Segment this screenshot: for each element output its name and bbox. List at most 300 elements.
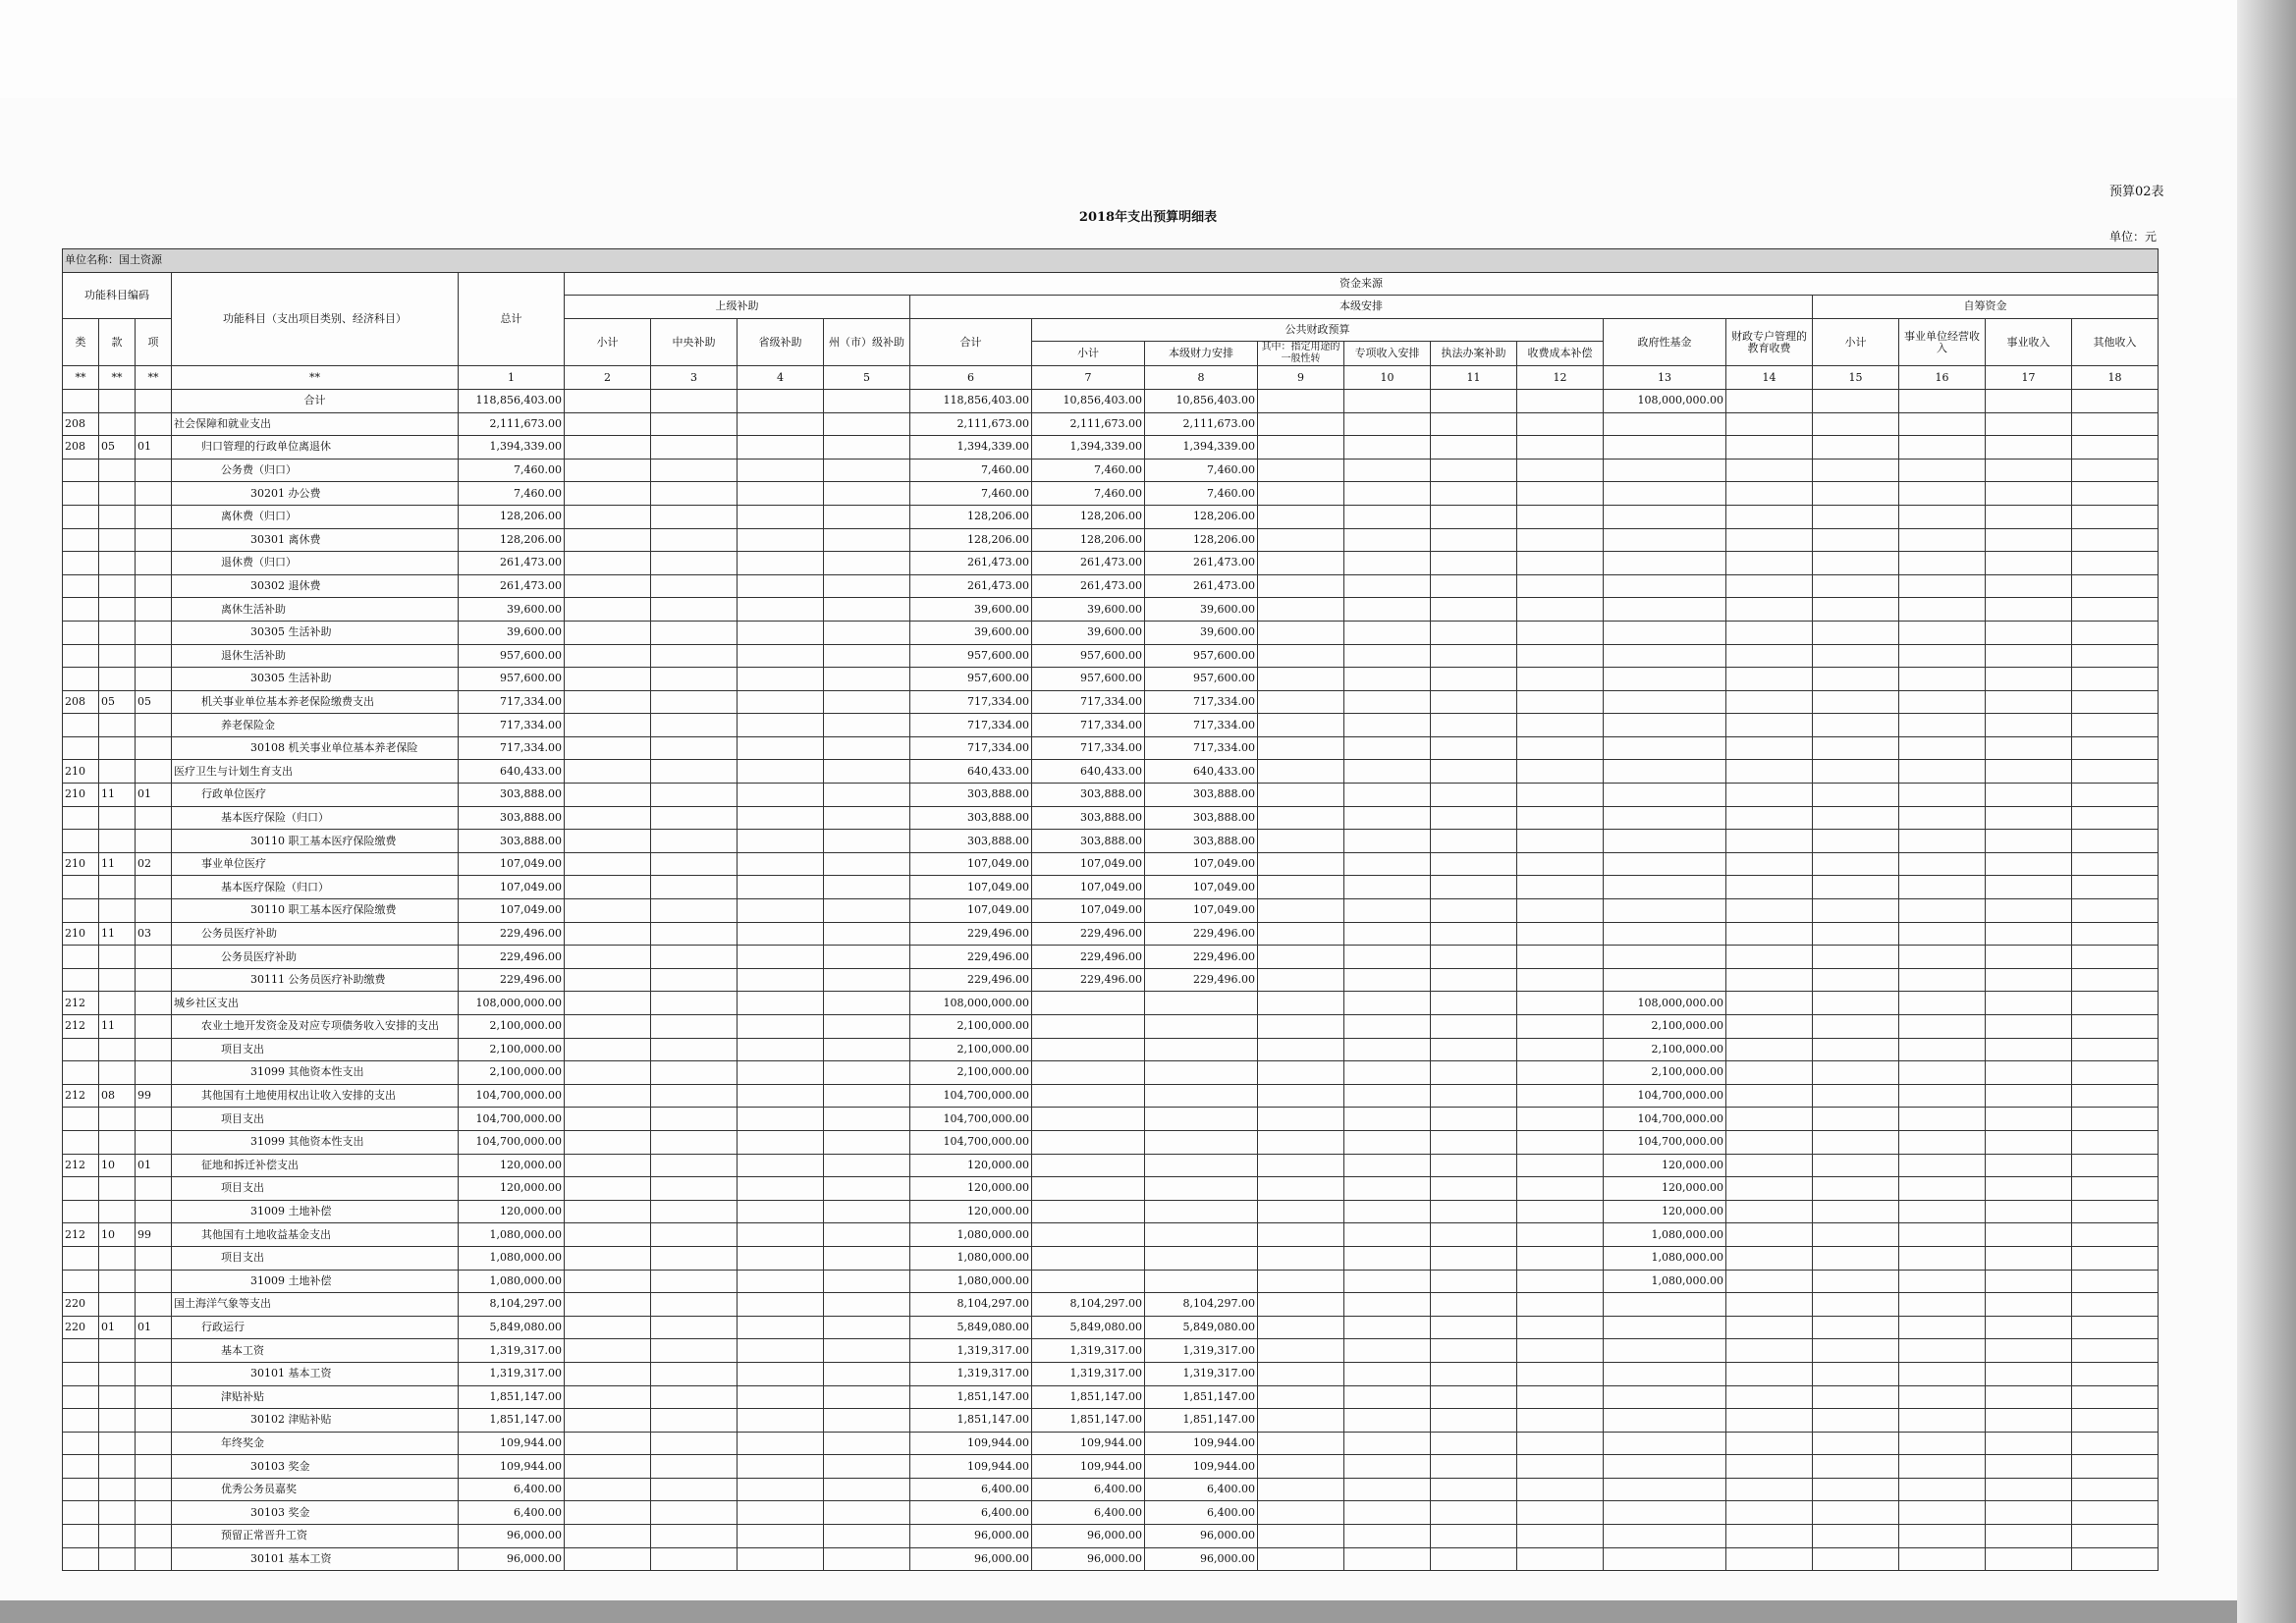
empty-cell: [1344, 1061, 1431, 1085]
empty-cell: [1258, 830, 1344, 853]
column-number-cell: 1: [459, 366, 565, 390]
local-total-cell: 1,394,339.00: [910, 436, 1032, 460]
superior-cell: [651, 1084, 738, 1108]
gov-fund-cell: [1604, 876, 1726, 899]
local-total-cell: 1,851,147.00: [910, 1385, 1032, 1409]
empty-cell: [1258, 1385, 1344, 1409]
table-row: [63, 1432, 2159, 1455]
empty-cell: [1986, 1547, 2072, 1571]
empty-cell: [1726, 1432, 1813, 1455]
empty-cell: [1258, 1362, 1344, 1385]
empty-cell: [1344, 806, 1431, 830]
kuan-cell: [99, 528, 136, 552]
kuan-cell: [99, 1409, 136, 1433]
gov-fund-cell: [1604, 598, 1726, 622]
pb-subtotal-header: 小计: [1032, 342, 1145, 366]
gov-fund-cell: [1604, 1409, 1726, 1433]
superior-cell: [651, 1501, 738, 1525]
empty-cell: [1517, 1525, 1604, 1548]
xiang-cell: 99: [136, 1084, 172, 1108]
total-cell: 128,206.00: [459, 528, 565, 552]
empty-cell: [1344, 876, 1431, 899]
superior-cell: [565, 806, 651, 830]
local-total-cell: 7,460.00: [910, 459, 1032, 482]
superior-cell: [565, 1409, 651, 1433]
empty-cell: [1726, 412, 1813, 436]
superior-cell: [824, 922, 910, 946]
local-total-cell: 39,600.00: [910, 598, 1032, 622]
superior-cell: [565, 621, 651, 644]
gov-fund-cell: [1604, 621, 1726, 644]
column-number-row: [63, 366, 2159, 390]
empty-cell: [1899, 668, 1986, 691]
empty-cell: [1899, 1409, 1986, 1433]
empty-cell: [1899, 1339, 1986, 1363]
empty-cell: [1899, 1108, 1986, 1131]
empty-cell: [1258, 784, 1344, 807]
empty-cell: [1986, 1385, 2072, 1409]
column-number-cell: 7: [1032, 366, 1145, 390]
kuan-cell: 08: [99, 1084, 136, 1108]
pb-subtotal-cell: 1,851,147.00: [1032, 1385, 1145, 1409]
kuan-cell: [99, 714, 136, 737]
empty-cell: [1813, 1177, 1899, 1201]
empty-cell: [1344, 1084, 1431, 1108]
empty-cell: [1258, 552, 1344, 575]
empty-cell: [1517, 736, 1604, 760]
empty-cell: [2072, 1432, 2159, 1455]
pb-local-cell: 717,334.00: [1145, 714, 1258, 737]
superior-cell: [651, 1154, 738, 1177]
xiang-cell: [136, 1385, 172, 1409]
pb-local-cell: 8,104,297.00: [1145, 1293, 1258, 1317]
total-cell: 1,319,317.00: [459, 1339, 565, 1363]
func-name-header: 功能科目（支出项目类别、经济科目）: [172, 272, 459, 366]
superior-cell: [824, 830, 910, 853]
empty-cell: [1986, 598, 2072, 622]
pb-local-cell: [1145, 1154, 1258, 1177]
column-number-cell: 8: [1145, 366, 1258, 390]
empty-cell: [1431, 1038, 1517, 1061]
empty-cell: [1258, 690, 1344, 714]
superior-cell: [565, 899, 651, 923]
table-row: [63, 482, 2159, 506]
empty-cell: [1344, 1154, 1431, 1177]
lei-cell: [63, 1501, 99, 1525]
superior-cell: [651, 1385, 738, 1409]
empty-cell: [1813, 690, 1899, 714]
empty-cell: [2072, 621, 2159, 644]
empty-cell: [1813, 1362, 1899, 1385]
pb-subtotal-cell: 96,000.00: [1032, 1525, 1145, 1548]
empty-cell: [1726, 1339, 1813, 1363]
gov-fund-cell: 1,080,000.00: [1604, 1246, 1726, 1270]
empty-cell: [1431, 784, 1517, 807]
empty-cell: [1899, 1478, 1986, 1501]
kuan-cell: [99, 574, 136, 598]
empty-cell: [1431, 899, 1517, 923]
total-cell: 107,049.00: [459, 852, 565, 876]
func-name-cell: 31009 土地补偿: [172, 1270, 459, 1293]
total-cell: 6,400.00: [459, 1478, 565, 1501]
pb-local-cell: 39,600.00: [1145, 598, 1258, 622]
superior-cell: [824, 1015, 910, 1039]
empty-cell: [1986, 1478, 2072, 1501]
empty-cell: [1431, 876, 1517, 899]
pb-local-cell: 303,888.00: [1145, 806, 1258, 830]
empty-cell: [2072, 505, 2159, 528]
pb-subtotal-cell: 109,944.00: [1032, 1432, 1145, 1455]
superior-cell: [738, 1316, 824, 1339]
xiang-cell: [136, 1293, 172, 1317]
superior-cell: [824, 1385, 910, 1409]
superior-cell: [824, 1455, 910, 1479]
gov-fund-cell: 120,000.00: [1604, 1200, 1726, 1223]
public-budget-header: 公共财政预算: [1032, 318, 1604, 342]
superior-cell: [651, 1270, 738, 1293]
empty-cell: [1813, 1038, 1899, 1061]
kuan-cell: 01: [99, 1316, 136, 1339]
empty-cell: [1517, 552, 1604, 575]
table-row: [63, 690, 2159, 714]
empty-cell: [1344, 992, 1431, 1015]
empty-cell: [2072, 899, 2159, 923]
empty-cell: [1517, 830, 1604, 853]
xiang-cell: 03: [136, 922, 172, 946]
superior-cell: [651, 714, 738, 737]
pb-local-cell: 1,319,317.00: [1145, 1362, 1258, 1385]
lei-cell: [63, 736, 99, 760]
empty-cell: [1986, 1130, 2072, 1154]
kuan-cell: [99, 389, 136, 412]
empty-cell: [1517, 1223, 1604, 1247]
empty-cell: [1517, 1108, 1604, 1131]
empty-cell: [2072, 690, 2159, 714]
empty-cell: [1813, 714, 1899, 737]
empty-cell: [1726, 1409, 1813, 1433]
empty-cell: [1899, 876, 1986, 899]
pb-subtotal-cell: 957,600.00: [1032, 668, 1145, 691]
empty-cell: [1258, 1409, 1344, 1433]
empty-cell: [1899, 736, 1986, 760]
empty-cell: [1726, 1362, 1813, 1385]
empty-cell: [1344, 736, 1431, 760]
superior-cell: [738, 968, 824, 992]
table-row: [63, 459, 2159, 482]
superior-cell: [565, 1223, 651, 1247]
org-row: [63, 249, 2159, 273]
empty-cell: [1726, 1061, 1813, 1085]
func-name-cell: 事业单位医疗: [172, 852, 459, 876]
empty-cell: [1517, 899, 1604, 923]
org-name: 单位名称：国土资源: [63, 249, 2159, 273]
pb-subtotal-cell: [1032, 1084, 1145, 1108]
empty-cell: [2072, 1015, 2159, 1039]
superior-cell: [738, 1409, 824, 1433]
superior-cell: [824, 1478, 910, 1501]
pb-subtotal-cell: 261,473.00: [1032, 552, 1145, 575]
superior-cell: [824, 1200, 910, 1223]
xiang-header: 项: [136, 318, 172, 366]
xiang-cell: [136, 621, 172, 644]
empty-cell: [1258, 899, 1344, 923]
superior-cell: [738, 922, 824, 946]
xiang-cell: [136, 482, 172, 506]
empty-cell: [1899, 1061, 1986, 1085]
local-total-cell: 2,100,000.00: [910, 1038, 1032, 1061]
empty-cell: [1899, 1177, 1986, 1201]
superior-header: 上级补助: [565, 296, 910, 319]
total-cell: 104,700,000.00: [459, 1108, 565, 1131]
table-row: [63, 1015, 2159, 1039]
superior-cell: [738, 1478, 824, 1501]
empty-cell: [1813, 946, 1899, 969]
local-total-cell: 957,600.00: [910, 668, 1032, 691]
empty-cell: [1986, 876, 2072, 899]
superior-cell: [738, 1154, 824, 1177]
star-cell: **: [63, 366, 99, 390]
empty-cell: [1258, 1501, 1344, 1525]
empty-cell: [1344, 1432, 1431, 1455]
local-total-cell: 303,888.00: [910, 784, 1032, 807]
empty-cell: [1813, 1547, 1899, 1571]
empty-cell: [1726, 1547, 1813, 1571]
table-row: [63, 806, 2159, 830]
pb-local-cell: 109,944.00: [1145, 1432, 1258, 1455]
local-total-cell: 120,000.00: [910, 1154, 1032, 1177]
empty-cell: [1344, 852, 1431, 876]
column-number-cell: 5: [824, 366, 910, 390]
empty-cell: [1813, 1525, 1899, 1548]
column-number-cell: 2: [565, 366, 651, 390]
empty-cell: [2072, 1525, 2159, 1548]
local-total-cell: 2,100,000.00: [910, 1015, 1032, 1039]
empty-cell: [1258, 598, 1344, 622]
gov-fund-cell: [1604, 668, 1726, 691]
superior-cell: [824, 668, 910, 691]
empty-cell: [1986, 436, 2072, 460]
empty-cell: [1726, 1525, 1813, 1548]
column-number-cell: 11: [1431, 366, 1517, 390]
empty-cell: [1899, 1501, 1986, 1525]
pb-subtotal-cell: 1,851,147.00: [1032, 1409, 1145, 1433]
local-total-cell: 6,400.00: [910, 1478, 1032, 1501]
empty-cell: [1813, 1316, 1899, 1339]
pb-subtotal-cell: 717,334.00: [1032, 736, 1145, 760]
superior-cell: [738, 412, 824, 436]
lei-cell: [63, 528, 99, 552]
empty-cell: [1517, 806, 1604, 830]
scan-top-band: [0, 0, 2296, 98]
empty-cell: [1986, 482, 2072, 506]
local-total-cell: 7,460.00: [910, 482, 1032, 506]
budget-table-body: [63, 389, 2159, 1570]
xiang-cell: [136, 668, 172, 691]
empty-cell: [1813, 1061, 1899, 1085]
lei-cell: [63, 621, 99, 644]
empty-cell: [1431, 946, 1517, 969]
superior-cell: [565, 876, 651, 899]
local-total-cell: 717,334.00: [910, 714, 1032, 737]
empty-cell: [1258, 1339, 1344, 1363]
pb-subtotal-cell: 717,334.00: [1032, 714, 1145, 737]
empty-cell: [1813, 1130, 1899, 1154]
superior-cell: [738, 598, 824, 622]
local-total-cell: 957,600.00: [910, 644, 1032, 668]
kuan-cell: [99, 806, 136, 830]
func-name-cell: 30103 奖金: [172, 1455, 459, 1479]
total-cell: 104,700,000.00: [459, 1130, 565, 1154]
total-cell: 96,000.00: [459, 1525, 565, 1548]
edu-fee-header: 财政专户管理的教育收费: [1726, 318, 1813, 366]
local-total-cell: 104,700,000.00: [910, 1084, 1032, 1108]
superior-cell: [738, 1432, 824, 1455]
empty-cell: [1344, 459, 1431, 482]
superior-cell: [651, 412, 738, 436]
empty-cell: [1344, 412, 1431, 436]
empty-cell: [1726, 598, 1813, 622]
local-total-cell: 717,334.00: [910, 736, 1032, 760]
gov-fund-cell: 108,000,000.00: [1604, 992, 1726, 1015]
empty-cell: [1344, 482, 1431, 506]
pb-subtotal-cell: 107,049.00: [1032, 876, 1145, 899]
superior-cell: [651, 436, 738, 460]
empty-cell: [1899, 598, 1986, 622]
empty-cell: [2072, 598, 2159, 622]
empty-cell: [1899, 1154, 1986, 1177]
superior-cell: [738, 1385, 824, 1409]
pb-subtotal-cell: 109,944.00: [1032, 1455, 1145, 1479]
func-name-cell: 30305 生活补助: [172, 668, 459, 691]
total-cell: 303,888.00: [459, 784, 565, 807]
superior-cell: [565, 1270, 651, 1293]
biz-income-header: 事业收入: [1986, 318, 2072, 366]
pb-local-cell: 107,049.00: [1145, 899, 1258, 923]
total-cell: 261,473.00: [459, 574, 565, 598]
fund-source-header: 资金来源: [565, 272, 2159, 296]
xiang-cell: [136, 1432, 172, 1455]
lei-cell: [63, 1339, 99, 1363]
superior-cell: [651, 574, 738, 598]
superior-cell: [738, 1223, 824, 1247]
empty-cell: [1517, 574, 1604, 598]
table-row: [63, 1270, 2159, 1293]
empty-cell: [1344, 968, 1431, 992]
table-row: [63, 1501, 2159, 1525]
empty-cell: [2072, 784, 2159, 807]
superior-cell: [738, 459, 824, 482]
empty-cell: [1517, 1409, 1604, 1433]
func-name-cell: 公务员医疗补助: [172, 946, 459, 969]
kuan-cell: [99, 899, 136, 923]
empty-cell: [1431, 436, 1517, 460]
empty-cell: [1986, 922, 2072, 946]
empty-cell: [1344, 1455, 1431, 1479]
superior-cell: [651, 1177, 738, 1201]
empty-cell: [1986, 899, 2072, 923]
xiang-cell: 05: [136, 690, 172, 714]
superior-cell: [738, 1130, 824, 1154]
table-row: [63, 1316, 2159, 1339]
superior-cell: [565, 736, 651, 760]
gov-fund-cell: [1604, 714, 1726, 737]
superior-cell: [824, 1246, 910, 1270]
gov-fund-cell: 104,700,000.00: [1604, 1108, 1726, 1131]
empty-cell: [2072, 806, 2159, 830]
empty-cell: [1899, 482, 1986, 506]
gov-fund-cell: 2,100,000.00: [1604, 1061, 1726, 1085]
superior-cell: [651, 1455, 738, 1479]
empty-cell: [1344, 668, 1431, 691]
superior-cell: [651, 690, 738, 714]
lei-cell: [63, 1455, 99, 1479]
superior-cell: [824, 528, 910, 552]
lei-cell: [63, 459, 99, 482]
empty-cell: [1899, 528, 1986, 552]
empty-cell: [1517, 528, 1604, 552]
empty-cell: [1813, 1108, 1899, 1131]
pb-local-cell: 107,049.00: [1145, 876, 1258, 899]
superior-cell: [651, 1362, 738, 1385]
local-total-cell: 2,100,000.00: [910, 1061, 1032, 1085]
fee-cost-header: 收费成本补偿: [1517, 342, 1604, 366]
empty-cell: [1726, 1200, 1813, 1223]
empty-cell: [1726, 1270, 1813, 1293]
xiang-cell: [136, 946, 172, 969]
superior-cell: [824, 736, 910, 760]
kuan-cell: [99, 830, 136, 853]
empty-cell: [1899, 760, 1986, 784]
xiang-cell: [136, 389, 172, 412]
kuan-cell: 11: [99, 784, 136, 807]
table-row: [63, 1108, 2159, 1131]
superior-cell: [738, 1200, 824, 1223]
total-cell: 717,334.00: [459, 690, 565, 714]
kuan-cell: [99, 412, 136, 436]
table-row: [63, 992, 2159, 1015]
superior-cell: [738, 1061, 824, 1085]
empty-cell: [1899, 1385, 1986, 1409]
empty-cell: [1726, 1177, 1813, 1201]
pb-subtotal-cell: 96,000.00: [1032, 1547, 1145, 1571]
gov-fund-cell: [1604, 1293, 1726, 1317]
lei-cell: [63, 830, 99, 853]
local-total-cell: 640,433.00: [910, 760, 1032, 784]
superior-cell: [824, 714, 910, 737]
empty-cell: [1431, 644, 1517, 668]
gov-fund-cell: [1604, 412, 1726, 436]
column-number-cell: 13: [1604, 366, 1726, 390]
empty-cell: [1899, 412, 1986, 436]
empty-cell: [1258, 505, 1344, 528]
empty-cell: [1899, 946, 1986, 969]
empty-cell: [2072, 1455, 2159, 1479]
empty-cell: [1431, 528, 1517, 552]
empty-cell: [2072, 1362, 2159, 1385]
empty-cell: [1258, 436, 1344, 460]
empty-cell: [1431, 505, 1517, 528]
empty-cell: [1986, 1339, 2072, 1363]
empty-cell: [1986, 1455, 2072, 1479]
empty-cell: [1899, 690, 1986, 714]
empty-cell: [2072, 552, 2159, 575]
lei-cell: 212: [63, 1084, 99, 1108]
kuan-cell: [99, 459, 136, 482]
func-name-cell: 合计: [172, 389, 459, 412]
superior-cell: [565, 1455, 651, 1479]
empty-cell: [1899, 1223, 1986, 1247]
superior-cell: [565, 992, 651, 1015]
